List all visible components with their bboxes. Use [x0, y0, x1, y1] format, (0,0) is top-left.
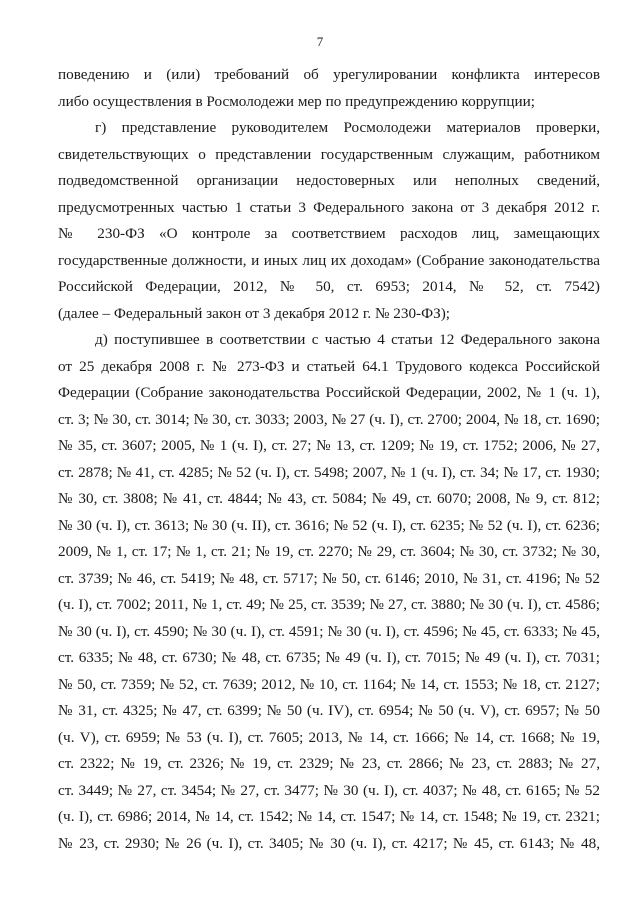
text-line: № 30 (ч. I), ст. 4590; № 30 (ч. I), ст. 4591; № 30 (ч. I), ст. 4596; № 45, ст. 6333; № 45, — [58, 622, 600, 640]
text-line: № 23, ст. 2930; № 26 (ч. I), ст. 3405; № 30 (ч. I), ст. 4217; № 45, ст. 6143; № 48, — [58, 834, 600, 852]
text-line: ст. 2322; № 19, ст. 2326; № 19, ст. 2329; № 23, ст. 2866; № 23, ст. 2883; № 27, — [58, 755, 600, 772]
text-line: государственные должности, и иных лиц их доходам» (Собрание законодательства — [58, 251, 600, 269]
text-line: № 230-ФЗ «О контроле за соответствием расходов лиц, замещающих — [58, 225, 600, 242]
page-number: 7 — [316, 34, 324, 49]
text-line: ст. 3739; № 46, ст. 5419; № 48, ст. 5717; № 50, ст. 6146; 2010, № 31, ст. 4196; № 52 — [58, 569, 600, 587]
text-line: (далее – Федеральный закон от 3 декабря 2012 г. № 230-ФЗ); — [58, 304, 450, 322]
text-line: (ч. I), ст. 6986; 2014, № 14, ст. 1542; № 14, ст. 1547; № 14, ст. 1548; № 19, ст. 2321; — [58, 808, 600, 825]
text-line: № 35, ст. 3607; 2005, № 1 (ч. I), ст. 27; № 13, ст. 1209; № 19, ст. 1752; 2006, № 27, — [58, 437, 600, 454]
text-line: либо осуществления в Росмолодежи мер по предупреждению коррупции; — [58, 92, 536, 110]
text-line: от 25 декабря 2008 г. № 273-ФЗ и статьей 64.1 Трудового кодекса Российской — [58, 357, 600, 375]
text-line: № 31, ст. 4325; № 47, ст. 6399; № 50 (ч. IV), ст. 6954; № 50 (ч. V), ст. 6957; № 50 — [58, 702, 600, 719]
text-line: подведомственной организации недостоверных или неполных сведений, — [58, 172, 600, 189]
text-line: свидетельствующих о представлении государственным служащим, работником — [58, 145, 600, 163]
text-line: (ч. I), ст. 7002; 2011, № 1, ст. 49; № 25, ст. 3539; № 27, ст. 3880; № 30 (ч. I), ст. 4586; — [58, 596, 600, 613]
text-line: 2009, № 1, ст. 17; № 1, ст. 21; № 19, ст. 2270; № 29, ст. 3604; № 30, ст. 3732; № 30, — [58, 543, 600, 560]
text-line: ст. 6335; № 48, ст. 6730; № 48, ст. 6735; № 49 (ч. I), ст. 7015; № 49 (ч. I), ст. 7031; — [58, 649, 600, 666]
text-line: Федерации (Собрание законодательства Российской Федерации, 2002, № 1 (ч. 1), — [58, 384, 600, 401]
text-line: № 30 (ч. I), ст. 3613; № 30 (ч. II), ст. 3616; № 52 (ч. I), ст. 6235; № 52 (ч. I), ст. 6236; — [58, 516, 600, 534]
text-line: предусмотренных частью 1 статьи 3 Федерального закона от 3 декабря 2012 г. — [58, 198, 600, 216]
text-line: ст. 2878; № 41, ст. 4285; № 52 (ч. I), ст. 5498; 2007, № 1 (ч. I), ст. 34; № 17, ст. 1930; — [58, 463, 600, 481]
text-line: ст. 3; № 30, ст. 3014; № 30, ст. 3033; 2003, № 27 (ч. I), ст. 2700; 2004, № 18, ст. 1690; — [58, 410, 600, 428]
document-body — [58, 62, 600, 857]
text-line: № 30, ст. 3808; № 41, ст. 4844; № 43, ст. 5084; № 49, ст. 6070; 2008, № 9, ст. 812; — [58, 490, 600, 507]
text-line: Российской Федерации, 2012, № 50, ст. 6953; 2014, № 52, ст. 7542) — [58, 278, 600, 295]
text-line: поведению и (или) требований об урегулировании конфликта интересов — [58, 66, 600, 83]
text-line: (ч. V), ст. 6959; № 53 (ч. I), ст. 7605; 2013, № 14, ст. 1666; № 14, ст. 1668; № 19, — [58, 728, 600, 746]
text-line: д) поступившее в соответствии с частью 4 статьи 12 Федерального закона — [95, 331, 600, 348]
text-line: г) представление руководителем Росмолодежи материалов проверки, — [95, 119, 600, 136]
text-line: ст. 3449; № 27, ст. 3454; № 27, ст. 3477; № 30 (ч. I), ст. 4037; № 48, ст. 6165; № 52 — [58, 781, 600, 799]
text-line: № 50, ст. 7359; № 52, ст. 7639; 2012, № 10, ст. 1164; № 14, ст. 1553; № 18, ст. 2127; — [58, 675, 600, 693]
